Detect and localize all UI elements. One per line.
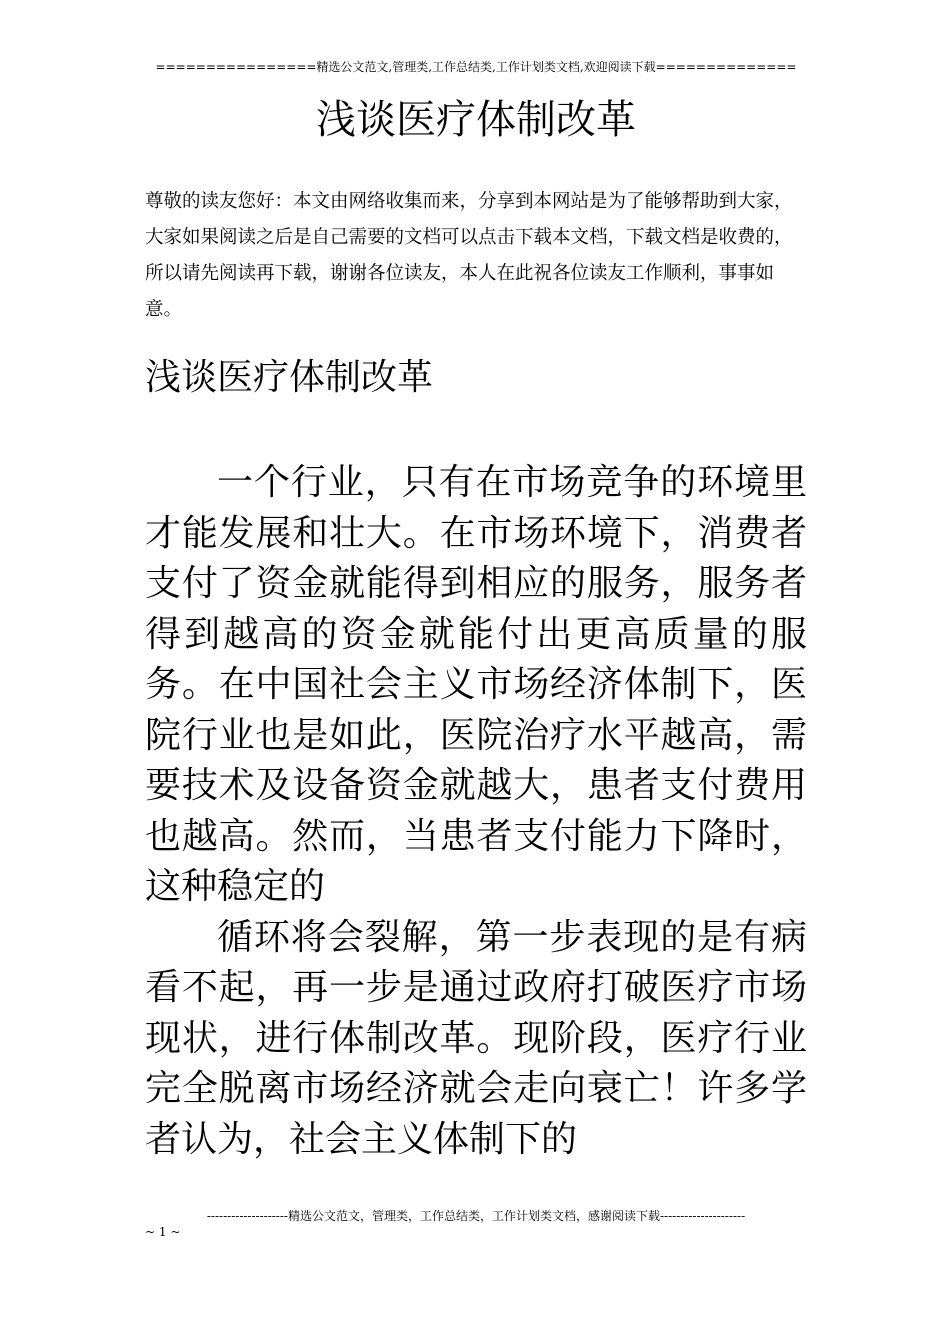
body-text [145,458,807,1165]
header-banner: ================精选公文范文,管理类,工作总结类,工作计划类文档,欢迎阅读下载============== [155,60,797,74]
footer-banner: --------------------精选公文范文，管理类，工作总结类，工作计划类文档，感谢阅读下载--------------------- [206,1209,746,1223]
body-paragraph-1: 一个行业，只有在市场竞争的环境里才能发展和壮大。在市场环境下，消费者支付了资金就能得到相应的服务，服务者得到越高的资金就能付出更高质量的服务。在中国社会主义市场经济体制下，医院行业也是如此，医院治疗水平越高，需要技术及设备资金就越大，患者支付费用也越高。然而，当患者支付能力下降时，这种稳定的 [145,462,807,907]
section-heading: 浅谈医疗体制改革 [145,357,434,398]
page-number: ~ 1 ~ [145,1225,181,1239]
body-paragraph-2: 循环将会裂解，第一步表现的是有病看不起，再一步是通过政府打破医疗市场现状，进行体制改革。现阶段，医疗行业完全脱离市场经济就会走向衰亡！许多学者认为，社会主义体制下的 [145,916,807,1160]
reader-notice: 尊敬的读友您好：本文由网络收集而来，分享到本网站是为了能够帮助到大家，大家如果阅读之后是自己需要的文档可以点击下载本文档，下载文档是收费的，所以请先阅读再下载，谢谢各位读友，本人在此祝各位读友工作顺利，事事如意。 [145,191,793,320]
document-title: 浅谈医疗体制改革 [316,97,636,143]
